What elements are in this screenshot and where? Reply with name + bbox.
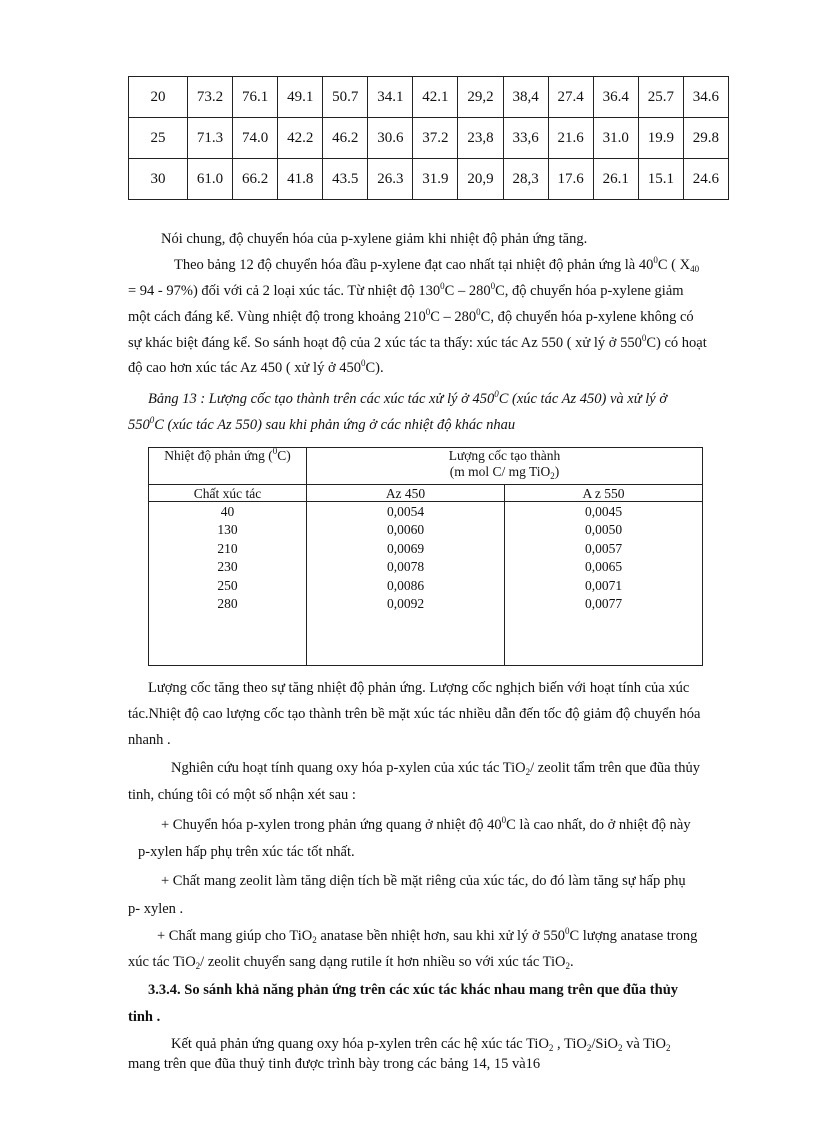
- temps-value: 130: [217, 522, 238, 538]
- az550-column: [505, 502, 703, 666]
- bullet3-line1: + Chất mang giúp cho TiO$_2$ anatase bền nhiệt hơn, sau khi xử lý ở $550^0C$ lượng anatase trong: [157, 926, 698, 945]
- header-az450: Az 450: [307, 485, 505, 502]
- section-heading-line2: tinh .: [128, 1009, 161, 1025]
- value-cell: 38,4: [503, 77, 548, 118]
- paragraph-bang12-line4: sự khác biệt đáng kể. So sánh hoạt độ của 2 xúc tác ta thấy: xúc tác Az 550 ( xử lý ở $550^0C$) có hoạt: [128, 333, 707, 351]
- paragraph-bang12-line3: một cách đáng kể. Vùng nhiệt độ trong khoảng $210^0C - 280^0C$, độ chuyển hóa p-xylene không có: [128, 307, 694, 325]
- paragraph-general: Nói chung, độ chuyển hóa của p-xylene giảm khi nhiệt độ phản ứng tăng.: [161, 231, 588, 247]
- time-cell: 30: [129, 159, 188, 200]
- value-cell: 71.3: [188, 118, 233, 159]
- bullet1-line2: p-xylen hấp phụ trên xúc tác tốt nhất.: [138, 844, 355, 860]
- value-cell: 73.2: [188, 77, 233, 118]
- paragraph-research-line2: tinh, chúng tôi có một số nhận xét sau :: [128, 787, 356, 803]
- header-catalyst: Chất xúc tác: [149, 485, 307, 502]
- value-cell: 33,6: [503, 118, 548, 159]
- bullet1-line1: + Chuyển hóa p-xylen trong phản ứng quang ở nhiệt độ $40^0C$ là cao nhất, do ở nhiệt độ này: [161, 815, 691, 833]
- value-cell: 41.8: [278, 159, 323, 200]
- temps-value: 230: [217, 559, 238, 575]
- bullet2-line1: + Chất mang zeolit làm tăng diện tích bề mặt riêng của xúc tác, do đó làm tăng sự hấp phụ: [161, 873, 686, 889]
- paragraph-bang12-line1: Theo bảng 12 độ chuyển hóa đầu p-xylene đạt cao nhất tại nhiệt độ phản ứng là $40^0C$ ( $X_{40}$: [174, 255, 700, 274]
- header-az550: A z 550: [505, 485, 703, 502]
- paragraph-bang12-line2: = 94 - 97%) đối với cả 2 loại xúc tác. Từ nhiệt độ $130^0C - 280^0C$, độ chuyển hóa p-xylene giảm: [128, 281, 684, 299]
- header-coke-amount: Lượng cốc tạo thành (m mol C/ mg TiO$_2$): [307, 448, 703, 485]
- az450-value: 0,0060: [386, 522, 425, 538]
- value-cell: 31.9: [413, 159, 458, 200]
- value-cell: 76.1: [233, 77, 278, 118]
- value-cell: 29,2: [458, 77, 503, 118]
- az550-value: 0,0071: [584, 577, 623, 593]
- value-cell: 49.1: [278, 77, 323, 118]
- paragraph-research-line1: Nghiên cứu hoạt tính quang oxy hóa p-xylen của xúc tác TiO$_2$/ zeolit tẩm trên que đũa thủy: [171, 760, 701, 777]
- value-cell: 26.3: [368, 159, 413, 200]
- az450-column: [307, 502, 505, 666]
- value-cell: 15.1: [638, 159, 683, 200]
- table-row: [129, 77, 729, 118]
- value-cell: 42.1: [413, 77, 458, 118]
- paragraph-coke-line2: tác.Nhiệt độ cao lượng cốc tạo thành trên bề mặt xúc tác nhiều dẫn đến tốc độ giảm độ chuyển hóa: [128, 706, 701, 722]
- table-row: [129, 118, 729, 159]
- value-cell: 74.0: [233, 118, 278, 159]
- value-cell: 24.6: [683, 159, 728, 200]
- time-cell: 25: [129, 118, 188, 159]
- temps-value: 250: [217, 577, 238, 593]
- paragraph-results-line2: mang trên que đũa thuỷ tinh được trình bày trong các bảng 14, 15 và16: [128, 1056, 541, 1072]
- value-cell: 25.7: [638, 77, 683, 118]
- temps-value: 280: [217, 596, 238, 612]
- value-cell: 66.2: [233, 159, 278, 200]
- az550-value: 0,0045: [584, 504, 623, 519]
- value-cell: 43.5: [323, 159, 368, 200]
- value-cell: 31.0: [593, 118, 638, 159]
- value-cell: 27.4: [548, 77, 593, 118]
- value-cell: 34.1: [368, 77, 413, 118]
- paragraph-coke-line3: nhanh .: [128, 732, 171, 748]
- az550-value: 0,0077: [584, 596, 623, 612]
- table13-caption-line2: $550^0C$ (xúc tác Az 550) sau khi phản ứng ở các nhiệt độ khác nhau: [128, 415, 516, 433]
- table13-caption-line1: Bảng 13 : Lượng cốc tạo thành trên các xúc tác xử lý ở $450^0C$ (xúc tác Az 450) và xử lý ở: [148, 389, 668, 407]
- value-cell: 20,9: [458, 159, 503, 200]
- az450-value: 0,0069: [386, 540, 425, 556]
- header-reaction-temp: Nhiệt độ phản ứng ($^0$C): [149, 448, 307, 485]
- conversion-table: [128, 76, 729, 200]
- coke-table: [148, 447, 703, 666]
- value-cell: 61.0: [188, 159, 233, 200]
- value-cell: 36.4: [593, 77, 638, 118]
- temps-value: 210: [217, 540, 238, 556]
- az550-value: 0,0057: [584, 540, 623, 556]
- paragraph-results-line1: Kết quả phản ứng quang oxy hóa p-xylen trên các hệ xúc tác TiO$_2$ , TiO$_2$/SiO$_2$ và TiO$_2$: [171, 1036, 671, 1053]
- value-cell: 34.6: [683, 77, 728, 118]
- temps-value: 40: [220, 504, 235, 519]
- az450-value: 0,0092: [386, 596, 425, 612]
- value-cell: 23,8: [458, 118, 503, 159]
- value-cell: 19.9: [638, 118, 683, 159]
- value-cell: 17.6: [548, 159, 593, 200]
- section-heading-line1: 3.3.4. So sánh khả năng phản ứng trên các xúc tác khác nhau mang trên que đũa thủy: [148, 982, 679, 998]
- az450-value: 0,0054: [386, 504, 425, 519]
- az450-value: 0,0078: [386, 559, 425, 575]
- bullet3-line2: xúc tác TiO$_2$/ zeolit chuyển sang dạng rutile ít hơn nhiều so với xúc tác TiO$_2$.: [128, 954, 574, 971]
- time-cell: 20: [129, 77, 188, 118]
- paragraph-bang12-line5: độ cao hơn xúc tác Az 450 ( xử lý ở $450^0C$).: [128, 358, 384, 376]
- value-cell: 28,3: [503, 159, 548, 200]
- value-cell: 30.6: [368, 118, 413, 159]
- table-row: [129, 159, 729, 200]
- az450-value: 0,0086: [386, 577, 425, 593]
- temps-column: [149, 502, 307, 666]
- value-cell: 21.6: [548, 118, 593, 159]
- value-cell: 42.2: [278, 118, 323, 159]
- value-cell: 50.7: [323, 77, 368, 118]
- value-cell: 26.1: [593, 159, 638, 200]
- value-cell: 37.2: [413, 118, 458, 159]
- bullet2-line2: p- xylen .: [128, 901, 184, 917]
- az550-value: 0,0065: [584, 559, 623, 575]
- paragraph-coke-line1: Lượng cốc tăng theo sự tăng nhiệt độ phản ứng. Lượng cốc nghịch biến với hoạt tính của xúc: [148, 680, 690, 696]
- value-cell: 29.8: [683, 118, 728, 159]
- az550-value: 0,0050: [584, 522, 623, 538]
- value-cell: 46.2: [323, 118, 368, 159]
